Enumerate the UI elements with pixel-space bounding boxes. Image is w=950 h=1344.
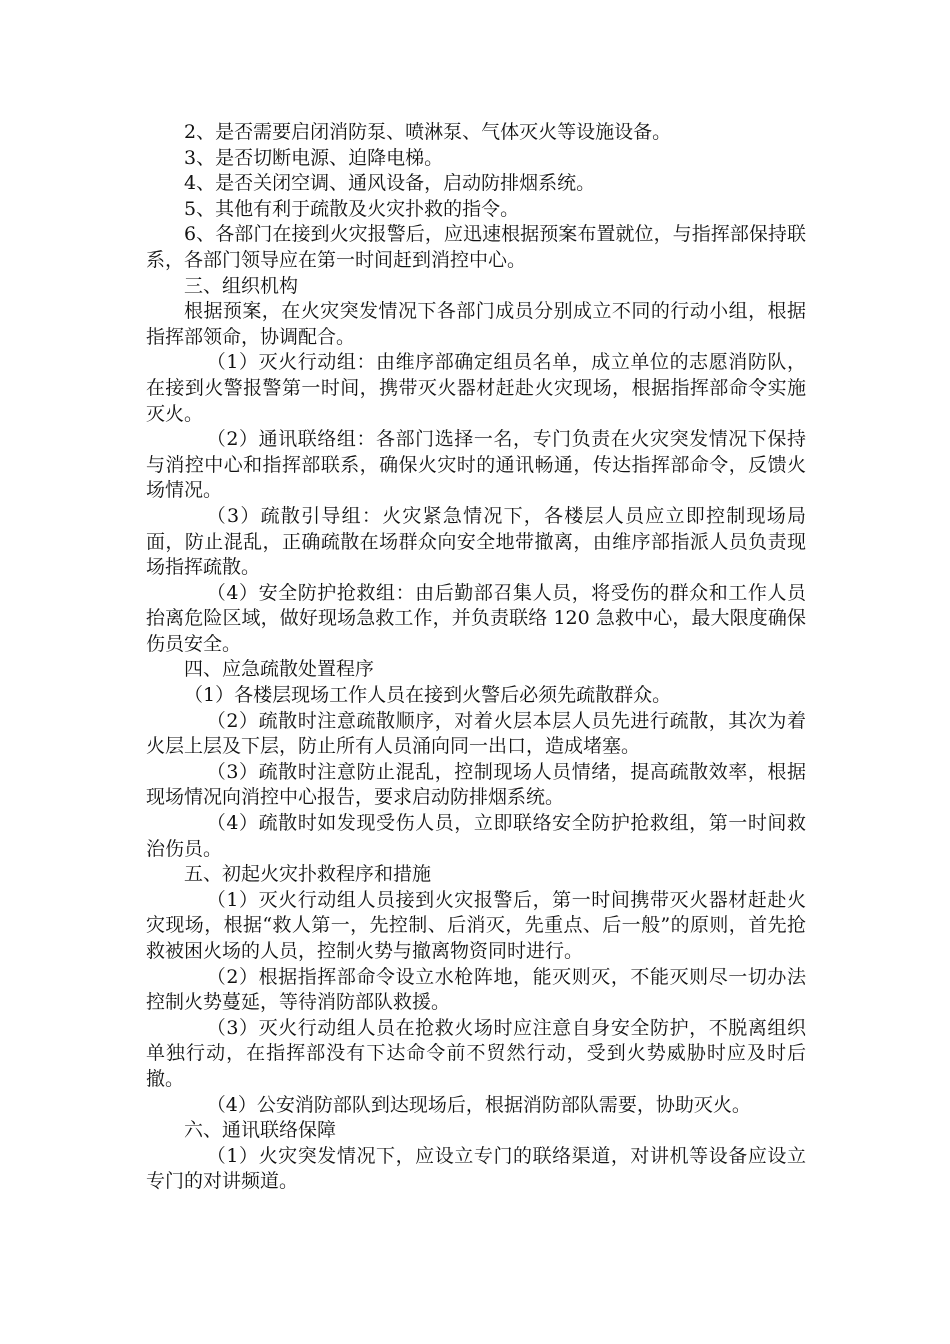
paragraph-initial-fire-4: （4）公安消防部队到达现场后，根据消防部队需要，协助灭火。 (206, 1093, 751, 1116)
paragraph-item-2: 2、是否需要启闭消防泵、喷淋泵、气体灭火等设施设备。 (184, 121, 672, 143)
paragraph-evacuation-3: （3）疏散时注意防止混乱，控制现场人员情绪，提高疏散效率，根据现场情况向消控中心报告，要求启动防排烟系统。 (146, 760, 806, 809)
paragraph-evacuation-4: （4）疏散时如发现受伤人员，立即联络安全防护抢救组，第一时间救治伤员。 (146, 812, 806, 860)
paragraph-evacuation-2: （2）疏散时注意疏散顺序，对着火层本层人员先进行疏散，其次为着火层上层及下层，防止所有人员涌向同一出口，造成堵塞。 (146, 709, 806, 758)
paragraph-item-6: 6、各部门在接到火灾报警后，应迅速根据预案布置就位，与指挥部保持联系，各部门领导应在第一时间赶到消控中心。 (146, 223, 806, 271)
paragraph-initial-fire-1: （1）灭火行动组人员接到火灾报警后，第一时间携带灭火器材赶赴火灾现场，根据“救人第一，先控制、后消灭，先重点、后一般”的原则，首先抢救被困火场的人员，控制火势与撤离物资同时进行。 (146, 888, 806, 962)
paragraph-rescue-team: （4）安全防护抢救组：由后勤部召集人员，将受伤的群众和工作人员抬离危险区域，做好现场急救工作，并负责联络 120 急救中心，最大限度确保伤员安全。 (146, 581, 806, 655)
section-heading-organization: 三、组织机构 (184, 274, 299, 297)
paragraph-item-4: 4、是否关闭空调、通风设备，启动防排烟系统。 (184, 172, 596, 195)
paragraph-firefighting-team: （1）灭火行动组：由维序部确定组员名单，成立单位的志愿消防队，在接到火警报警第一时间，携带灭火器材赶赴火灾现场，根据指挥部命令实施灭火。 (146, 351, 806, 425)
paragraph-evacuation-1: （1）各楼层现场工作人员在接到火警后必须先疏散群众。 (184, 684, 672, 707)
paragraph-organization-intro: 根据预案，在火灾突发情况下各部门成员分别成立不同的行动小组，根据指挥部领命，协调配合。 (146, 300, 806, 348)
section-heading-initial-fire: 五、初起火灾扑救程序和措施 (184, 863, 432, 886)
paragraph-communication-team: （2）通讯联络组：各部门选择一名，专门负责在火灾突发情况下保持与消控中心和指挥部联系，确保火灾时的通讯畅通，传达指挥部命令，反馈火场情况。 (146, 428, 806, 502)
paragraph-initial-fire-2: （2）根据指挥部命令设立水枪阵地，能灭则灭，不能灭则尽一切办法控制火势蔓延，等待消防部队救援。 (146, 965, 806, 1014)
section-heading-evacuation: 四、应急疏散处置程序 (184, 658, 375, 681)
section-heading-communication: 六、通讯联络保障 (184, 1119, 337, 1142)
paragraph-communication-1: （1）火灾突发情况下，应设立专门的联络渠道，对讲机等设备应设立专门的对讲频道。 (146, 1144, 806, 1193)
paragraph-evacuation-team: （3）疏散引导组：火灾紧急情况下，各楼层人员应立即控制现场局面，防止混乱，正确疏散在场群众向安全地带撤离，由维序部指派人员负责现场指挥疏散。 (146, 504, 806, 579)
paragraph-item-5: 5、其他有利于疏散及火灾扑救的指令。 (184, 197, 520, 220)
paragraph-item-3: 3、是否切断电源、迫降电梯。 (184, 146, 444, 169)
document-page (146, 120, 806, 1195)
paragraph-initial-fire-3: （3）灭火行动组人员在抢救火场时应注意自身安全防护，不脱离组织单独行动，在指挥部没有下达命令前不贸然行动，受到火势威胁时应及时后撤。 (146, 1016, 806, 1090)
